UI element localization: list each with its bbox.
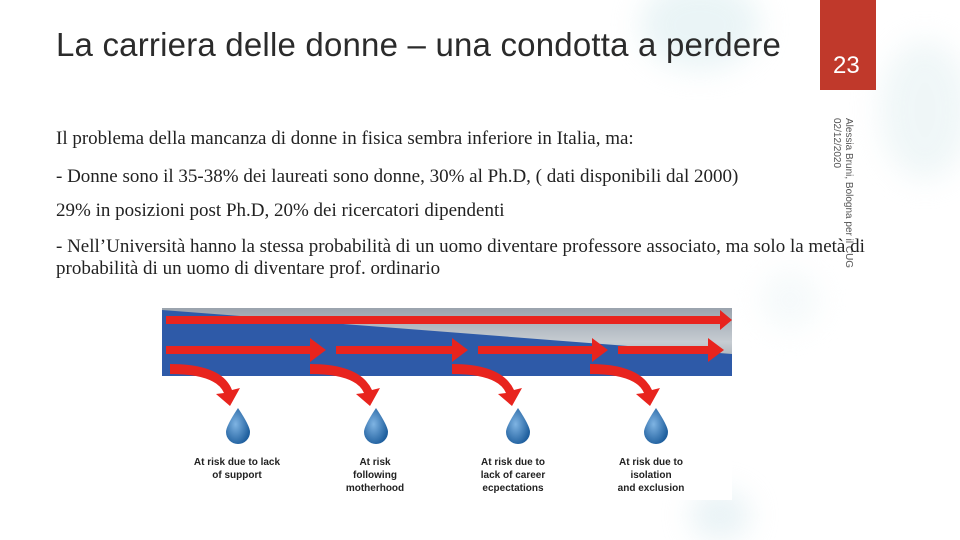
slide-title: La carriera delle donne – una condotta a perdere bbox=[56, 26, 782, 63]
body-line-intro: Il problema della mancanza di donne in fisica sembra inferiore in Italia, ma: bbox=[56, 128, 634, 149]
water-drop-icon bbox=[364, 408, 388, 444]
leaky-pipeline-figure bbox=[160, 306, 732, 500]
body-line-postdoc: 29% in posizioni post Ph.D, 20% dei ricercatori dipendenti bbox=[56, 200, 505, 221]
water-drop-icon bbox=[226, 408, 250, 444]
background-blob bbox=[880, 40, 960, 180]
body-line-graduates: - Donne sono il 35-38% dei laureati sono donne, 30% al Ph.D, ( dati disponibili dal 2000) bbox=[56, 166, 739, 187]
water-drop-icon bbox=[644, 408, 668, 444]
side-note-author: Alessia Bruni, Bologna per il CUG bbox=[843, 118, 854, 269]
risk-label-isolation: At risk due to isolation and exclusion bbox=[617, 457, 685, 494]
side-note-date: 02/12/2020 bbox=[831, 118, 842, 169]
page-number: 23 bbox=[833, 52, 860, 79]
risk-label-career: At risk due to lack of career ecpectations bbox=[480, 457, 546, 494]
risk-label-motherhood: At risk following motherhood bbox=[345, 457, 405, 494]
water-drop-icon bbox=[506, 408, 530, 444]
risk-label-support: At risk due to lack of support bbox=[193, 457, 281, 481]
body-line-university: - Nell’Università hanno la stessa probabilità di un uomo diventare professore associato, ma solo la metà di probabilità di un uomo di diventare prof. ordinario bbox=[56, 236, 865, 279]
